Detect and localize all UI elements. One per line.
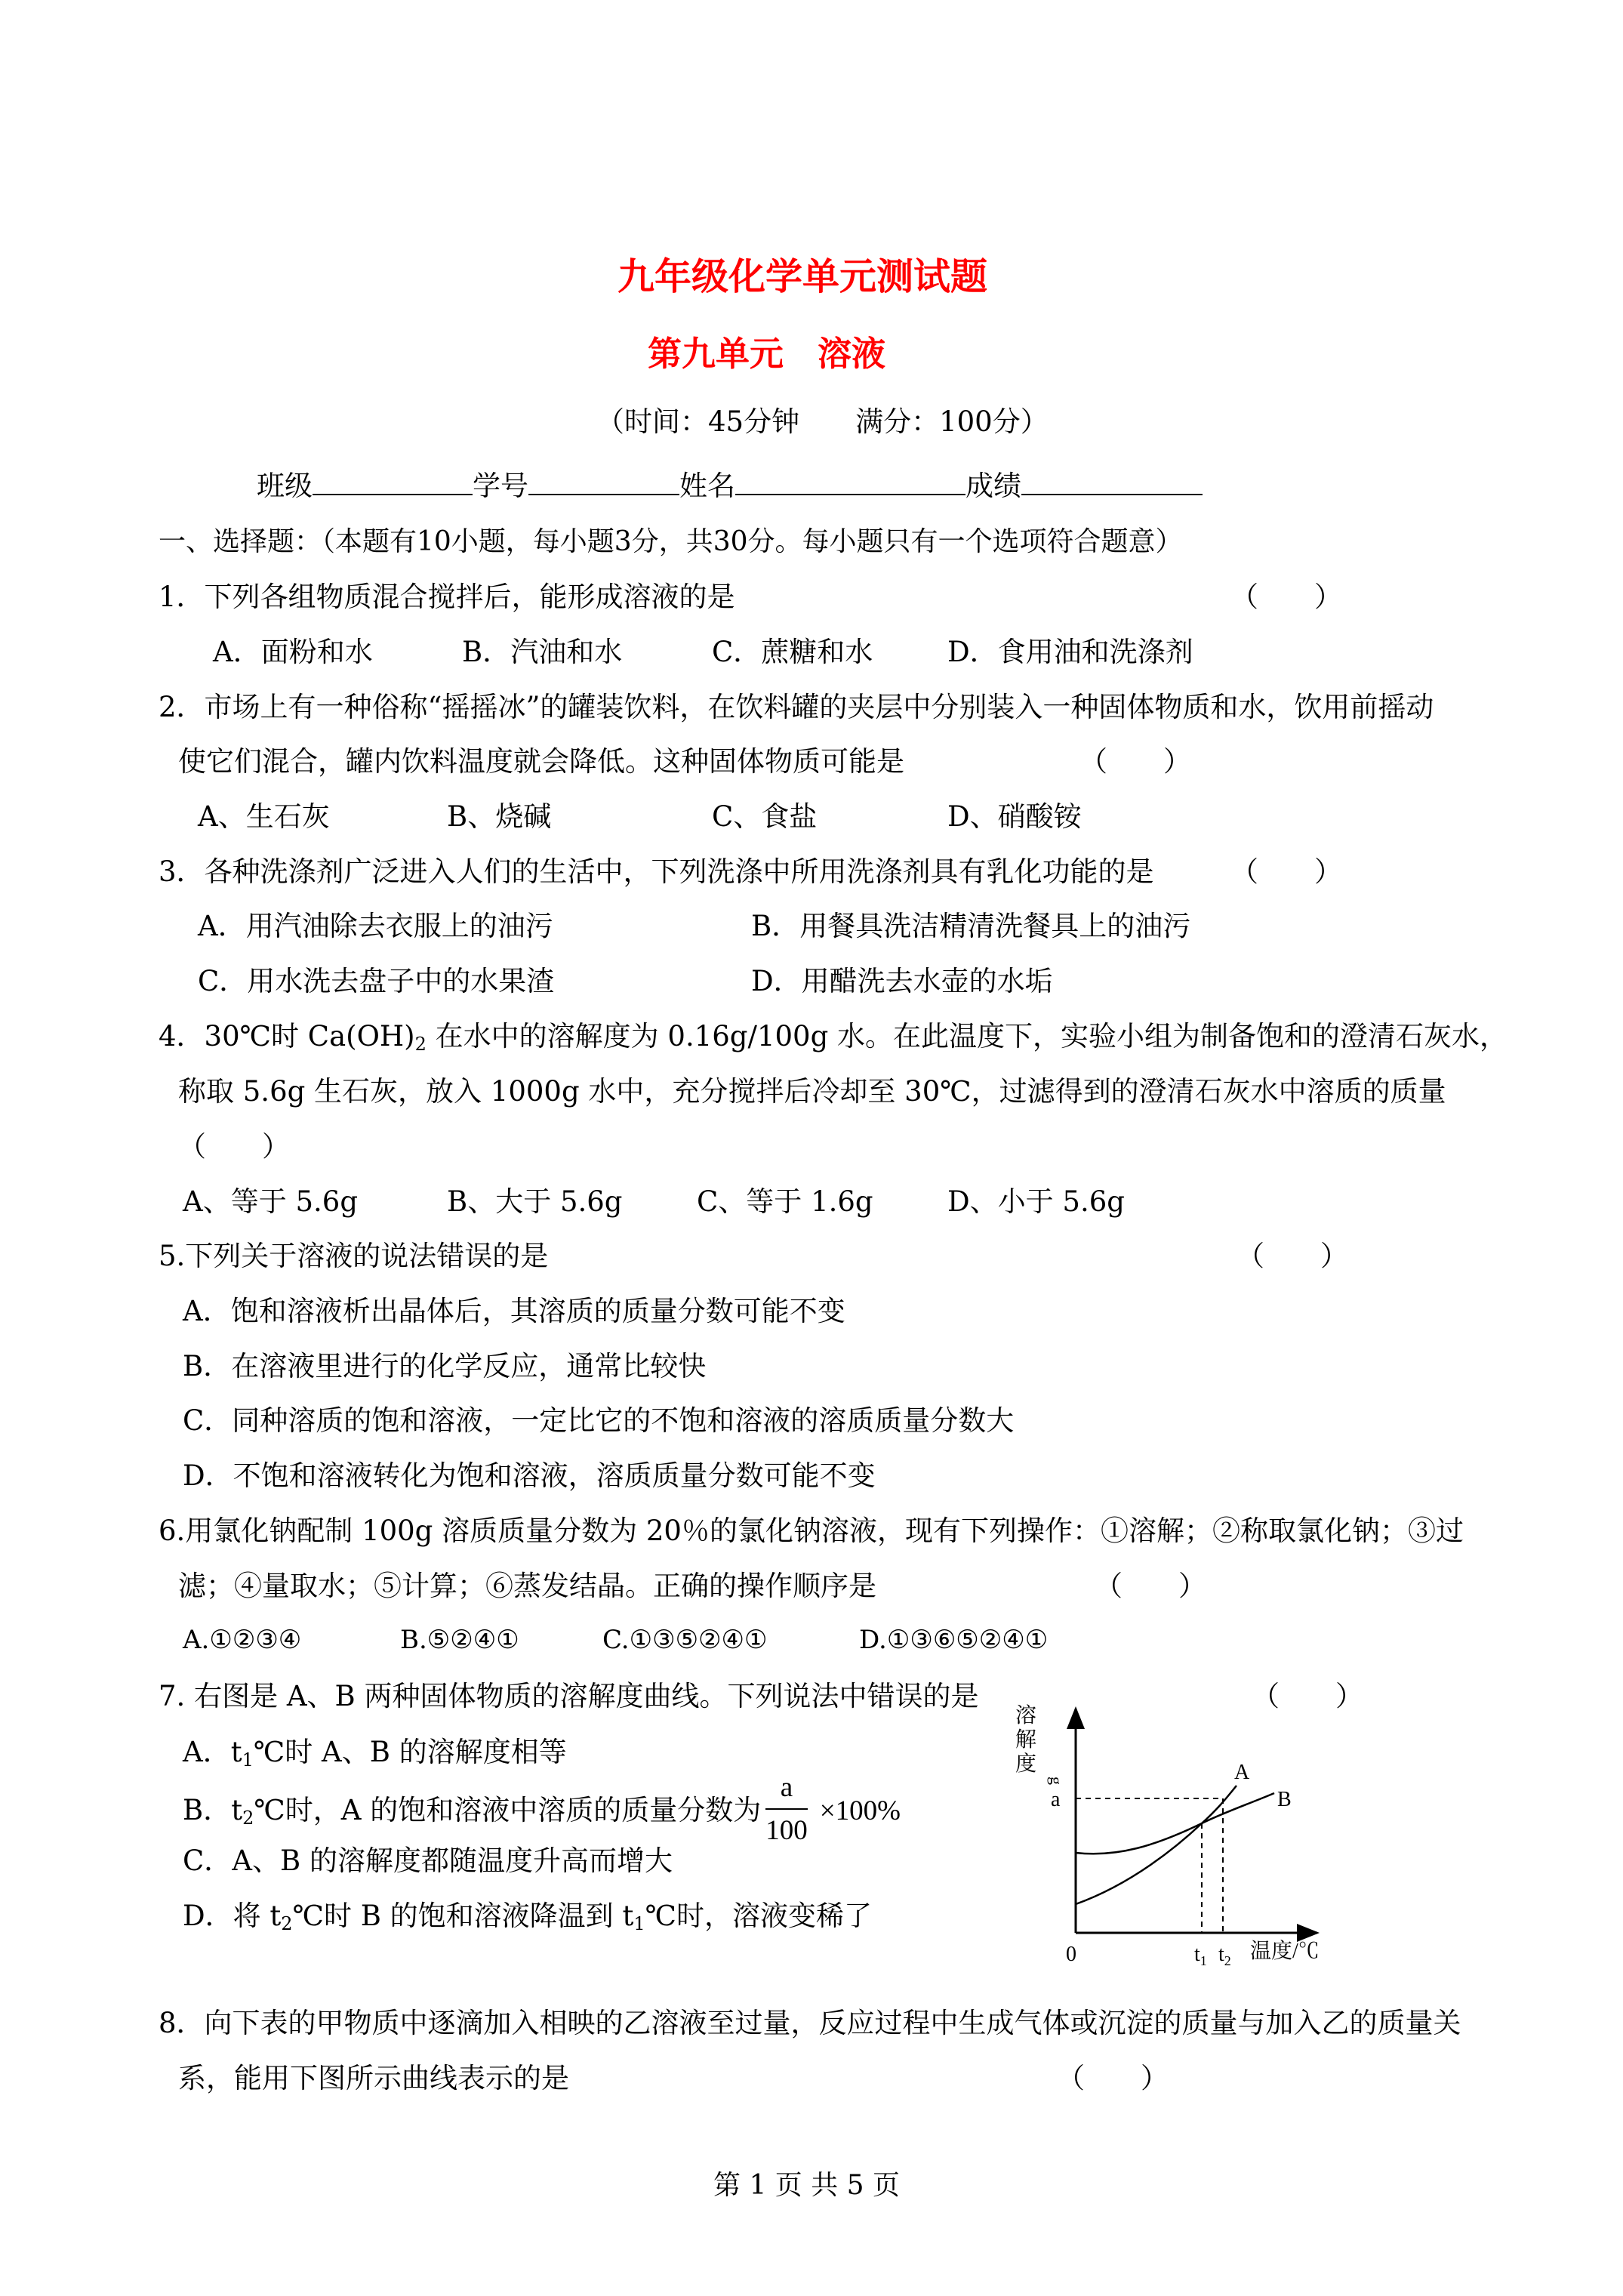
q7b-sub: 2 <box>242 1808 254 1829</box>
student-info-line <box>257 468 1203 500</box>
q4-stem-sub: 2 <box>414 1034 427 1055</box>
q3-option-c[interactable]: C．用水洗去盘子中的水果渣 <box>198 965 555 997</box>
q4-option-b[interactable]: B、大于 5.6g <box>447 1185 623 1218</box>
q6-option-c[interactable]: C.①③⑤②④① <box>602 1625 768 1655</box>
time-info: （时间：45分钟 满分：100分） <box>596 405 1049 438</box>
y-axis-label-2: 解 <box>1015 1728 1037 1752</box>
q7d-part2: ℃时 B 的饱和溶液降温到 t <box>292 1900 634 1932</box>
curve-b <box>1076 1793 1274 1854</box>
number-field[interactable] <box>528 468 679 495</box>
origin-label: 0 <box>1066 1943 1076 1966</box>
question-7-stem: 7. 右图是 A、B 两种固体物质的溶解度曲线。下列说法中错误的是 <box>159 1680 979 1712</box>
t1-text: t <box>1194 1943 1200 1966</box>
fraction-numerator: a <box>765 1773 808 1810</box>
q4-stem-part2: 在水中的溶解度为 0.16g/100g 水。在此温度下，实验小组为制备饱和的澄清石灰水， <box>426 1020 1508 1052</box>
q1-option-d[interactable]: D．食用油和洗涤剂 <box>947 636 1193 668</box>
question-8-stem-line1: 8．向下表的甲物质中逐滴加入相映的乙溶液至过量，反应过程中生成气体或沉淀的质量与加入乙的质量关 <box>159 2007 1461 2039</box>
question-1-answer[interactable]: （ ） <box>1230 581 1342 613</box>
q5-option-d[interactable]: D．不饱和溶液转化为饱和溶液，溶质质量分数可能不变 <box>183 1459 876 1492</box>
class-field[interactable] <box>313 468 473 495</box>
curve-a-label: A <box>1234 1761 1250 1784</box>
q7a-part1: A．t <box>183 1736 242 1768</box>
q4-option-d[interactable]: D、小于 5.6g <box>947 1185 1125 1218</box>
question-1-stem: 1．下列各组物质混合搅拌后，能形成溶液的是 <box>159 581 735 613</box>
question-4-stem-line2: 称取 5.6g 生石灰，放入 1000g 水中，充分搅拌后冷却至 30℃，过滤得到的澄清石灰水中溶质的质量 <box>178 1075 1446 1108</box>
question-8-stem-line2: 系，能用下图所示曲线表示的是 <box>178 2062 569 2094</box>
question-2-stem-line1: 2．市场上有一种俗称“摇摇冰”的罐装饮料，在饮料罐的夹层中分别装入一种固体物质和水，饮用前摇动 <box>159 691 1434 723</box>
question-5-answer[interactable]: （ ） <box>1236 1240 1348 1272</box>
q1-option-b[interactable]: B．汽油和水 <box>462 636 623 668</box>
q2-option-d[interactable]: D、硝酸铵 <box>947 800 1082 833</box>
question-2-answer[interactable]: （ ） <box>1079 745 1191 778</box>
number-label: 学号 <box>473 470 528 502</box>
q7-option-b[interactable] <box>183 1772 901 1849</box>
q4-option-c[interactable]: C、等于 1.6g <box>697 1185 873 1218</box>
question-6-stem-line2: 滤；④量取水；⑤计算；⑥蒸发结晶。正确的操作顺序是 <box>178 1570 876 1602</box>
score-label: 成绩 <box>965 470 1021 502</box>
q1-option-a[interactable]: A．面粉和水 <box>213 636 373 668</box>
q7a-sub: 1 <box>242 1749 254 1771</box>
q4-option-a[interactable]: A、等于 5.6g <box>183 1185 359 1218</box>
q7b-part1: B．t <box>183 1794 243 1827</box>
section-heading: 一、选择题：（本题有10小题，每小题3分，共30分。每小题只有一个选项符合题意） <box>159 526 1183 557</box>
class-label: 班级 <box>257 470 313 502</box>
t2-text: t <box>1218 1943 1224 1966</box>
question-3-stem: 3．各种洗涤剂广泛进入人们的生活中，下列洗涤中所用洗涤剂具有乳化功能的是 <box>159 855 1154 888</box>
q5-option-c[interactable]: C．同种溶质的饱和溶液，一定比它的不饱和溶液的溶质质量分数大 <box>183 1404 1015 1437</box>
question-7-answer[interactable]: （ ） <box>1252 1680 1363 1712</box>
q7d-sub1: 2 <box>281 1913 293 1934</box>
question-4-answer[interactable]: （ ） <box>178 1130 290 1163</box>
q7d-part3: ℃时，溶液变稀了 <box>645 1900 872 1932</box>
q1-option-c[interactable]: C．蔗糖和水 <box>712 636 873 668</box>
score-field[interactable] <box>1021 468 1203 495</box>
page-subtitle: 第九单元 溶液 <box>648 334 886 374</box>
question-6-answer[interactable]: （ ） <box>1095 1570 1206 1602</box>
question-5-stem: 5.下列关于溶液的说法错误的是 <box>159 1240 549 1272</box>
question-4-stem-line1 <box>159 1020 1508 1055</box>
y-axis-label-3: 度 <box>1015 1752 1037 1776</box>
q2-option-c[interactable]: C、食盐 <box>712 800 818 833</box>
curve-b-label: B <box>1277 1788 1292 1811</box>
q5-option-a[interactable]: A．饱和溶液析出晶体后，其溶质的质量分数可能不变 <box>183 1295 845 1327</box>
q4-stem-part1: 4．30℃时 Ca(OH) <box>159 1020 415 1052</box>
q7-option-d[interactable] <box>183 1900 872 1934</box>
q7b-part2: ℃时，A 的饱和溶液中溶质的质量分数为 <box>254 1794 762 1827</box>
q2-option-a[interactable]: A、生石灰 <box>198 800 330 833</box>
q6-option-b[interactable]: B.⑤②④① <box>400 1625 519 1655</box>
x-axis-label: 温度/℃ <box>1250 1940 1320 1963</box>
name-label: 姓名 <box>679 470 735 502</box>
page-footer: 第 1 页 共 5 页 <box>713 2170 901 2201</box>
t2-label <box>1218 1943 1231 1967</box>
question-8-answer[interactable]: （ ） <box>1057 2062 1169 2094</box>
y-axis-label-4: g <box>1047 1777 1066 1785</box>
q2-option-b[interactable]: B、烧碱 <box>447 800 552 833</box>
q7-option-a[interactable] <box>183 1736 567 1771</box>
question-6-stem-line1: 6.用氯化钠配制 100g 溶质质量分数为 20％的氯化钠溶液，现有下列操作：①溶解；②称取氯化钠；③过 <box>159 1515 1464 1547</box>
q7b-fraction <box>765 1773 808 1846</box>
fraction-denominator: 100 <box>765 1814 808 1846</box>
t1-label <box>1194 1943 1207 1967</box>
q3-option-d[interactable]: D．用醋洗去水壶的水垢 <box>751 965 1053 997</box>
q7b-part3: ×100% <box>819 1795 901 1827</box>
y-axis-label-1: 溶 <box>1015 1704 1037 1727</box>
q3-option-b[interactable]: B．用餐具洗洁精清洗餐具上的油污 <box>751 910 1191 942</box>
y-tick-a: a <box>1051 1788 1061 1811</box>
solubility-curve-figure <box>1004 1695 1359 1967</box>
question-2-stem-line2: 使它们混合，罐内饮料温度就会降低。这种固体物质可能是 <box>178 745 904 778</box>
question-3-answer[interactable]: （ ） <box>1230 855 1342 888</box>
q6-option-d[interactable]: D.①③⑥⑤②④① <box>859 1625 1049 1655</box>
q3-option-a[interactable]: A．用汽油除去衣服上的油污 <box>198 910 553 942</box>
t1-sub: 1 <box>1200 1953 1207 1967</box>
q7d-sub2: 1 <box>633 1913 645 1934</box>
q6-option-a[interactable]: A.①②③④ <box>183 1625 302 1655</box>
page-title: 九年级化学单元测试题 <box>617 254 988 298</box>
q7a-part2: ℃时 A、B 的溶解度相等 <box>253 1736 567 1768</box>
curve-a <box>1076 1786 1236 1904</box>
q7-option-c[interactable]: C．A、B 的溶解度都随温度升高而增大 <box>183 1845 673 1877</box>
t2-sub: 2 <box>1224 1953 1231 1967</box>
q5-option-b[interactable]: B．在溶液里进行的化学反应，通常比较快 <box>183 1350 707 1382</box>
q7d-part1: D．将 t <box>183 1900 282 1932</box>
name-field[interactable] <box>735 468 965 495</box>
